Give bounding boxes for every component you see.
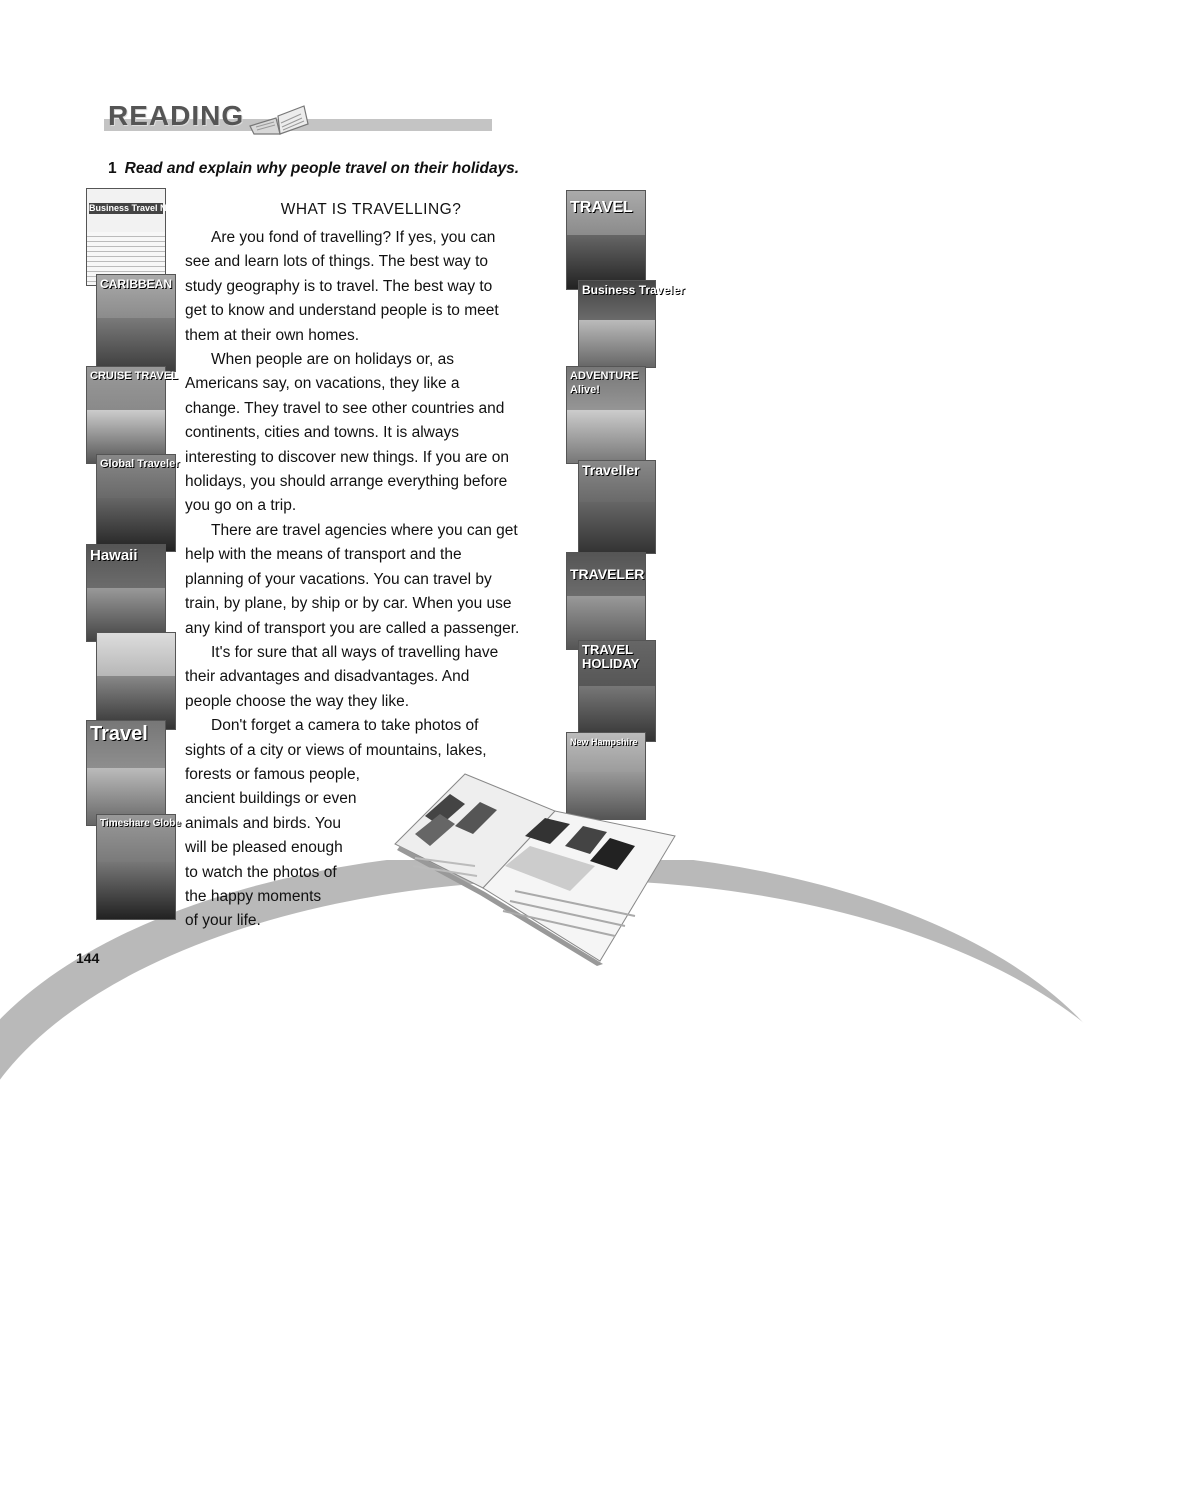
article-line: of your life.	[185, 912, 261, 930]
article-line: you go on a trip.	[185, 497, 297, 515]
magazine-cover-right: TRAVEL HOLIDAY	[578, 640, 656, 742]
article-line: Don't forget a camera to take photos of	[211, 717, 479, 735]
page-number: 144	[76, 950, 100, 966]
article-line: forests or famous people,	[185, 765, 360, 783]
magazine-cover-left: CRUISE TRAVEL	[86, 366, 166, 464]
task-number: 1	[108, 160, 117, 177]
magazine-cover-right: TRAVEL	[566, 190, 646, 290]
magazine-cover-right: ADVENTURE Alive!	[566, 366, 646, 464]
article-line: see and learn lots of things. The best way to	[185, 253, 489, 271]
article-line: When people are on holidays or, as	[211, 351, 454, 369]
article-line: holidays, you should arrange everything before	[185, 473, 508, 491]
magazine-cover-left: Global Traveler	[96, 454, 176, 552]
article-line: will be pleased enough	[185, 839, 343, 857]
article-line: It's for sure that all ways of travelling have	[211, 643, 499, 661]
article-line: There are travel agencies where you can get	[211, 521, 518, 539]
magazine-cover-right: Business Traveler	[578, 280, 656, 368]
article-line: continents, cities and towns. It is always	[185, 424, 459, 442]
article-line: Are you fond of travelling? If yes, you can	[211, 229, 496, 246]
magazine-cover-left	[96, 632, 176, 730]
article-line: planning of your vacations. You can travel by	[185, 570, 492, 588]
article-line: animals and birds. You	[185, 814, 341, 832]
article-line: their advantages and disadvantages. And	[185, 668, 470, 686]
article-title: WHAT IS TRAVELLING?	[280, 201, 462, 218]
article-line: any kind of transport you are called a passenger.	[185, 619, 520, 637]
article-line: help with the means of transport and the	[185, 546, 462, 564]
article-line: study geography is to travel. The best way to	[185, 277, 493, 295]
article-line: the happy moments	[185, 887, 322, 905]
magazine-cover-left: CARIBBEAN	[96, 274, 176, 372]
textbook-page	[0, 0, 700, 1040]
magazine-cover-left: Business Travel News	[86, 188, 166, 286]
article-line: to watch the photos of	[185, 863, 337, 881]
page-bottom-curve-inner	[0, 880, 1180, 1500]
article-line: change. They travel to see other countries and	[185, 399, 505, 417]
article-line: sights of a city or views of mountains, lakes,	[185, 741, 487, 759]
article-line: train, by plane, by ship or by car. When you use	[185, 595, 512, 613]
magazine-cover-right: Traveller	[578, 460, 656, 554]
magazine-cover-left: Timeshare Globe	[96, 814, 176, 920]
magazine-cover-right: New Hampshire	[566, 732, 646, 820]
task-instruction	[108, 160, 519, 178]
article-line: people choose the way they like.	[185, 692, 410, 710]
task-text: Read and explain why people travel on their holidays.	[124, 160, 520, 177]
magazine-cover-left: Travel	[86, 720, 166, 826]
article-line: them at their own homes.	[185, 326, 360, 344]
article-line: interesting to discover new things. If you are on	[185, 448, 509, 466]
article-line: Americans say, on vacations, they like a	[185, 375, 460, 393]
magazine-cover-left: Hawaii	[86, 544, 166, 642]
article-line: ancient buildings or even	[185, 790, 357, 808]
magazine-cover-right: TRAVELER	[566, 552, 646, 650]
section-heading: READING	[108, 100, 245, 131]
open-book-icon	[246, 100, 312, 136]
open-brochure-image	[385, 766, 685, 966]
article-line: get to know and understand people is to meet	[185, 302, 499, 320]
